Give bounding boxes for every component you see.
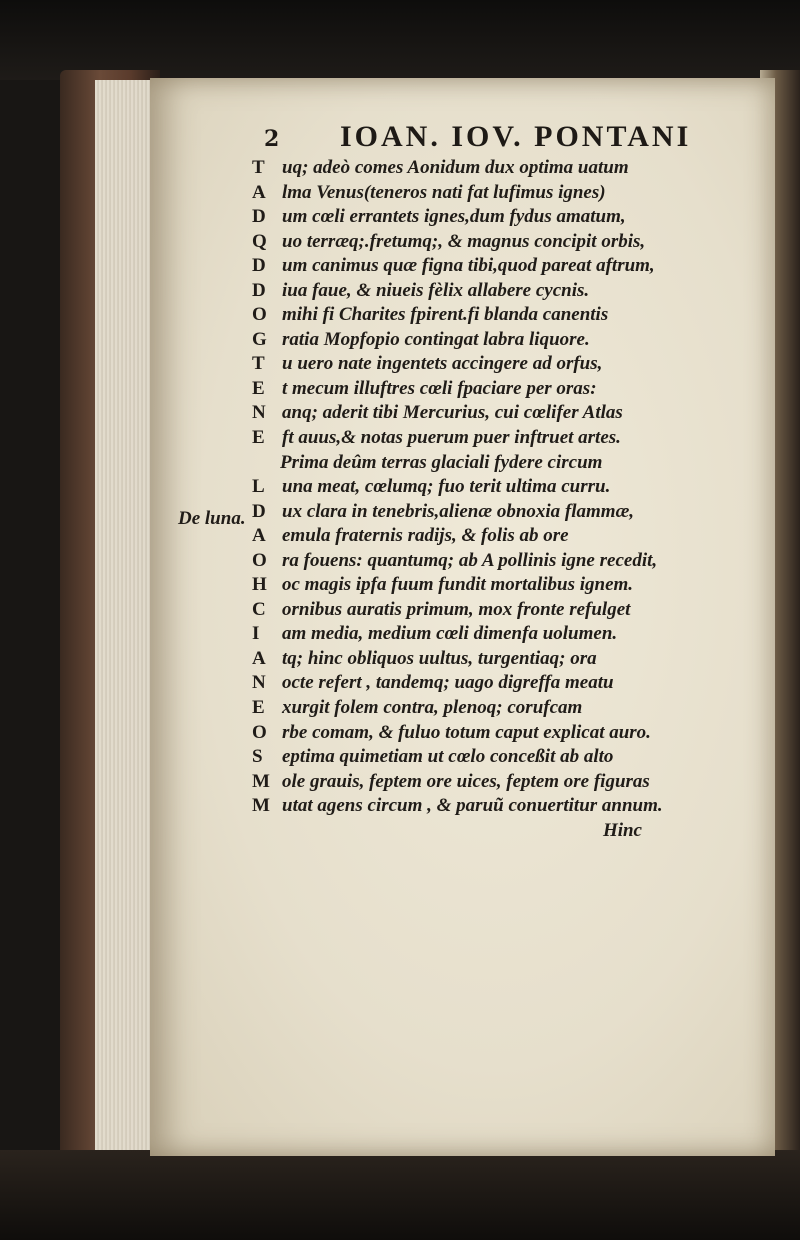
verse-line (252, 598, 762, 623)
verse-initial: O (252, 549, 267, 571)
poem-text (252, 156, 762, 843)
verse-text: ft auus,& notas puerum puer inftruet artes. (282, 427, 621, 449)
verse-line (252, 794, 762, 819)
verse-initial: C (252, 598, 266, 620)
verse-line (252, 721, 762, 746)
verse-initial: I (252, 623, 260, 645)
verse-text: iua faue, & niueis fèlix allabere cycnis. (282, 279, 590, 301)
verse-initial: E (252, 427, 265, 449)
verse-text: xurgit folem contra, plenoq; corufcam (282, 697, 583, 719)
verse-text: ratia Mopfopio contingat labra liquore. (282, 328, 590, 350)
verse-initial: D (252, 279, 266, 301)
verse-text: uq; adeò comes Aonidum dux optima uatum (282, 157, 629, 178)
verse-line (252, 524, 762, 549)
verse-initial: D (252, 500, 266, 522)
verse-line (252, 230, 762, 255)
verse-text: u uero nate ingentets accingere ad orfus, (282, 353, 603, 375)
verse-initial: M (252, 770, 270, 792)
verse-line (252, 205, 762, 230)
background-bottom (0, 1150, 800, 1240)
verse-initial: L (252, 476, 265, 498)
verse-line (252, 426, 762, 451)
verse-line (252, 622, 762, 647)
verse-line (252, 303, 762, 328)
verse-initial: N (252, 402, 266, 424)
verse-text: rbe comam, & fuluo totum caput explicat auro. (282, 721, 651, 743)
verse-line (252, 549, 762, 574)
verse-initial: A (252, 181, 266, 203)
verse-text: emula fraternis radijs, & folis ab ore (282, 525, 569, 547)
verse-text: utat agens circum , & paruũ conuertitur annum. (282, 795, 663, 817)
verse-initial: E (252, 377, 265, 399)
verse-text: um cœli errantets ignes,dum fydus amatum, (282, 206, 626, 228)
verse-text: mihi fi Charites fpirent.fi blanda canentis (282, 304, 609, 326)
verse-text: am media, medium cœli dimenfa uolumen. (282, 623, 618, 645)
verse-text: tq; hinc obliquos uultus, turgentiaq; ora (282, 647, 597, 669)
verse-text: um canimus quæ figna tibi,quod pareat aftrum, (282, 255, 655, 277)
verse-initial: M (252, 795, 270, 817)
verse-line (252, 352, 762, 377)
verse-initial: G (252, 328, 267, 350)
verse-text: oc magis ipfa fuum fundit mortalibus ignem. (282, 574, 634, 596)
verse-initial: N (252, 672, 266, 694)
verse-initial: D (252, 206, 266, 228)
verse-text: anq; aderit tibi Mercurius, cui cœlifer Atlas (282, 402, 623, 424)
verse-text: uo terræq;.fretumq;, & magnus concipit orbis, (282, 230, 646, 252)
verse-initial: D (252, 255, 266, 277)
verse-text: ornibus auratis primum, mox fronte refulget (282, 598, 631, 620)
verse-line (252, 475, 762, 500)
verse-line (252, 745, 762, 770)
verse-line (252, 156, 762, 181)
verse-line (252, 401, 762, 426)
verse-initial: O (252, 721, 267, 743)
verse-text: ux clara in tenebris,alienæ obnoxia flammæ, (282, 500, 635, 522)
verse-line (252, 451, 762, 476)
verse-line (252, 254, 762, 279)
verse-initial: Q (252, 230, 267, 252)
verse-line (252, 279, 762, 304)
catchword (252, 819, 762, 844)
verse-text: t mecum illuftres cœli fpaciare per oras: (282, 377, 597, 399)
verse-line (252, 573, 762, 598)
verse-initial: H (252, 574, 267, 596)
verse-line (252, 377, 762, 402)
verse-initial: T (252, 157, 265, 178)
verse-initial: A (252, 525, 266, 547)
verse-text: ra fouens: quantumq; ab A pollinis igne recedit, (282, 549, 658, 571)
background-top (0, 0, 800, 80)
running-head: IOAN. IOV. PONTANI (340, 120, 692, 153)
verse-initial: O (252, 304, 267, 326)
verse-text: ole grauis, feptem ore uices, feptem ore figuras (282, 770, 650, 792)
verse-text: eptima quimetiam ut cœlo conceßit ab alto (282, 746, 614, 768)
verse-line (252, 696, 762, 721)
verse-line (252, 647, 762, 672)
verse-text: Prima deûm terras glaciali fydere circum (280, 451, 603, 473)
verse-initial: S (252, 746, 263, 768)
verse-line (252, 181, 762, 206)
verse-line (252, 770, 762, 795)
verse-line (252, 671, 762, 696)
verse-line (252, 500, 762, 525)
verse-text: Hinc (602, 819, 642, 841)
verse-text: una meat, cœlumq; fuo terit ultima curru. (282, 476, 611, 498)
verse-initial: T (252, 353, 265, 375)
verse-text: lma Venus(teneros nati fat lufimus ignes) (282, 181, 606, 203)
verse-initial: A (252, 647, 266, 669)
verse-line (252, 328, 762, 353)
verse-text: octe refert , tandemq; uago digreffa meatu (282, 672, 614, 694)
page-number: 2 (264, 126, 280, 152)
marginal-note: De luna. (178, 508, 246, 529)
verse-initial: E (252, 697, 265, 719)
